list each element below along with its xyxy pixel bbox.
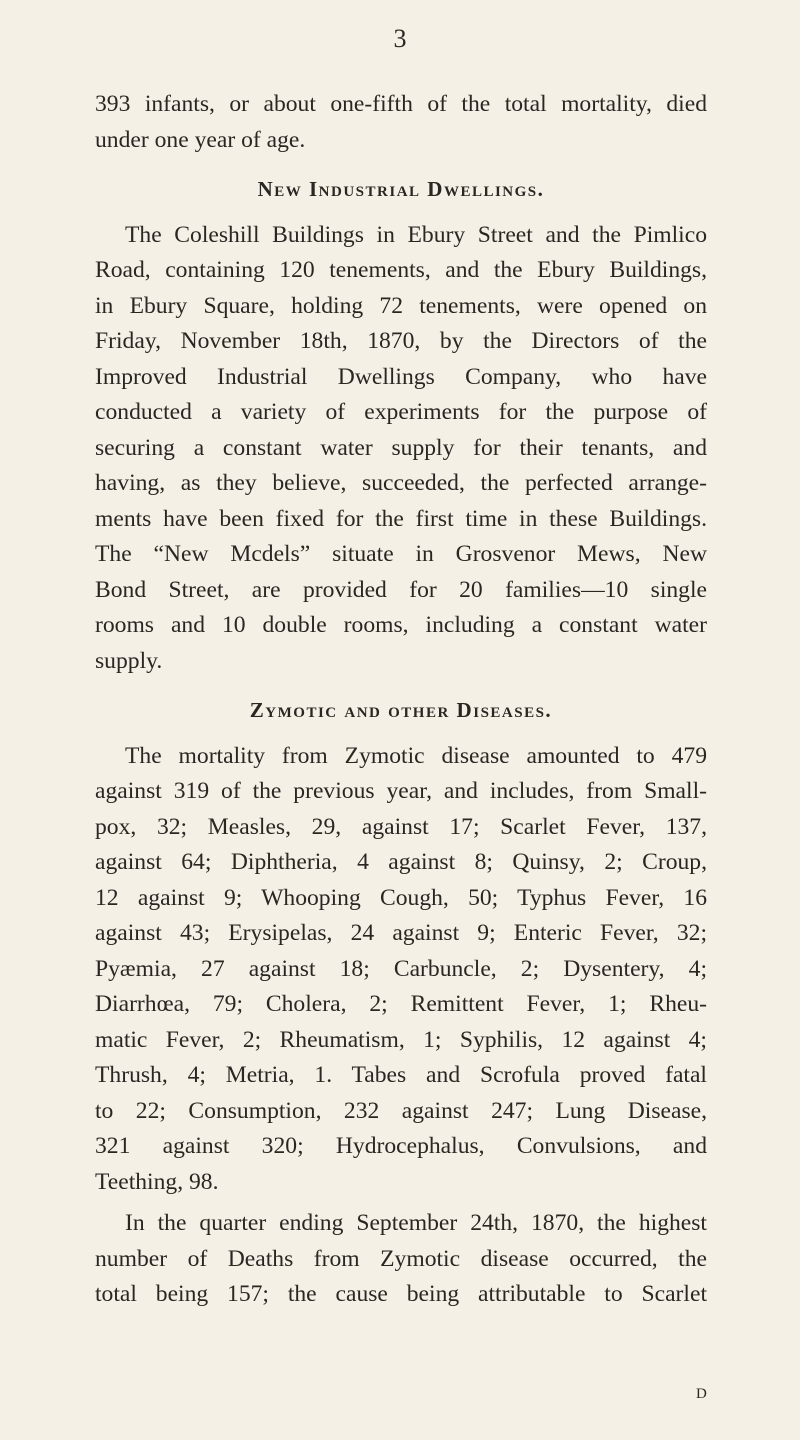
text-line: In the quarter ending September 24th, 1870, the highest bbox=[125, 1210, 707, 1236]
text-line: in Ebury Square, holding 72 tenements, were opened on bbox=[95, 292, 707, 319]
text-line: pox, 32; Measles, 29, against 17; Scarlet Fever, 137, bbox=[95, 813, 707, 840]
text-line: Friday, November 18th, 1870, by the Directors of the bbox=[95, 328, 707, 354]
text-line: number of Deaths from Zymotic disease occurred, the bbox=[95, 1245, 707, 1272]
text-line: conducted a variety of experiments for the purpose of bbox=[95, 399, 707, 425]
text-line: matic Fever, 2; Rheumatism, 1; Syphilis, 12 against 4; bbox=[95, 1026, 707, 1053]
text-line: The “New Mcdels” situate in Grosvenor Mews, New bbox=[95, 541, 707, 567]
text-line: 12 against 9; Whooping Cough, 50; Typhus Fever, 16 bbox=[95, 884, 707, 911]
text-line: ments have been fixed for the first time in these Buildings. bbox=[95, 505, 707, 532]
section-heading-new-industrial-dwellings: New Industrial Dwellings. bbox=[257, 177, 545, 201]
text-line: Pyæmia, 27 against 18; Carbuncle, 2; Dysentery, 4; bbox=[95, 955, 707, 982]
text-line: Road, containing 120 tenements, and the Ebury Buildings, bbox=[95, 257, 707, 283]
text-line: The Coleshill Buildings in Ebury Street and the Pimlico bbox=[125, 221, 707, 248]
quarter-paragraph bbox=[95, 1206, 707, 1313]
page-number: 3 bbox=[393, 24, 407, 53]
text-line: to 22; Consumption, 232 against 247; Lung Disease, bbox=[95, 1097, 707, 1124]
section-heading-zymotic-diseases: Zymotic and other Diseases. bbox=[249, 698, 553, 722]
text-line: rooms and 10 double rooms, including a constant water bbox=[95, 612, 707, 638]
text-line: under one year of age. bbox=[95, 126, 306, 153]
text-line: supply. bbox=[95, 647, 163, 674]
text-line: Teething, 98. bbox=[95, 1168, 219, 1195]
signature-mark: D bbox=[696, 1386, 707, 1402]
text-line: 321 against 320; Hydrocephalus, Convulsions, and bbox=[95, 1133, 707, 1159]
zymotic-paragraph bbox=[95, 739, 707, 1201]
text-line: 393 infants, or about one-fifth of the total mortality, died bbox=[95, 91, 707, 117]
text-line: The mortality from Zymotic disease amounted to 479 bbox=[125, 742, 707, 769]
text-line: securing a constant water supply for their tenants, and bbox=[95, 434, 707, 461]
text-line: against 319 of the previous year, and includes, from Small- bbox=[95, 778, 707, 804]
text-line: having, as they believe, succeeded, the perfected arrange- bbox=[95, 470, 707, 496]
text-line: against 64; Diphtheria, 4 against 8; Quinsy, 2; Croup, bbox=[95, 849, 707, 875]
intro-paragraph bbox=[95, 87, 707, 158]
dwellings-paragraph bbox=[95, 218, 707, 680]
text-line: total being 157; the cause being attributable to Scarlet bbox=[95, 1281, 707, 1307]
text-line: Improved Industrial Dwellings Company, who have bbox=[95, 363, 707, 390]
text-line: against 43; Erysipelas, 24 against 9; Enteric Fever, 32; bbox=[95, 920, 707, 946]
body-text bbox=[95, 87, 707, 1313]
text-line: Thrush, 4; Metria, 1. Tabes and Scrofula proved fatal bbox=[95, 1062, 707, 1088]
text-line: Bond Street, are provided for 20 families—10 single bbox=[95, 576, 707, 603]
text-line: Diarrhœa, 79; Cholera, 2; Remittent Fever, 1; Rheu- bbox=[95, 991, 707, 1017]
